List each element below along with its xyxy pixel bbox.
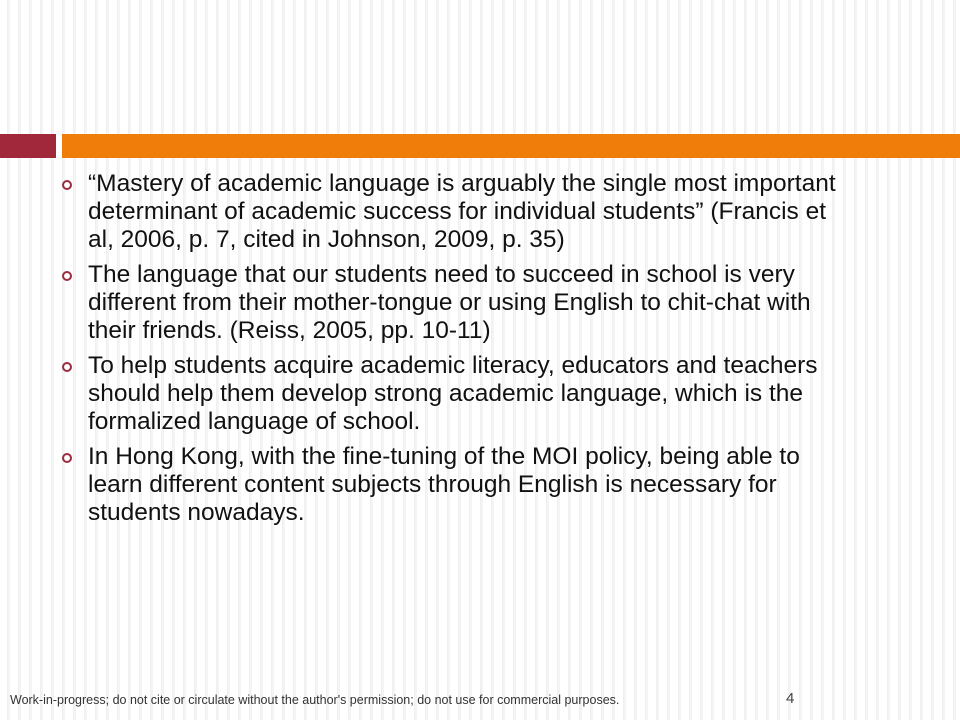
ring-bullet-icon	[62, 180, 72, 190]
page-number: 4	[786, 690, 795, 707]
bullet-item	[88, 352, 848, 436]
bullet-text: In Hong Kong, with the fine-tuning of the MOI policy, being able to learn different content subjects through English is necessary for students nowadays.	[88, 443, 800, 526]
ring-bullet-icon	[62, 271, 72, 281]
bullet-text: “Mastery of academic language is arguably the single most important determinant of academic success for individual students” (Francis et al, 2006, p. 7, cited in Johnson, 2009, p. 35)	[88, 170, 836, 253]
accent-bar-left	[0, 134, 56, 158]
ring-bullet-icon	[62, 453, 72, 463]
footer-disclaimer: Work-in-progress; do not cite or circulate without the author's permission; do not use for commercial purposes.	[10, 693, 620, 707]
bullet-text: The language that our students need to succeed in school is very different from their mother-tongue or using English to chit-chat with their friends. (Reiss, 2005, pp. 10-11)	[88, 261, 811, 344]
bullet-text: To help students acquire academic literacy, educators and teachers should help them develop strong academic language, which is the formalized language of school.	[88, 352, 818, 435]
ring-bullet-icon	[62, 362, 72, 372]
bullet-list	[88, 170, 848, 534]
accent-bar-top	[62, 134, 960, 158]
bullet-item	[88, 261, 848, 345]
bullet-item	[88, 443, 848, 527]
bullet-item	[88, 170, 848, 254]
